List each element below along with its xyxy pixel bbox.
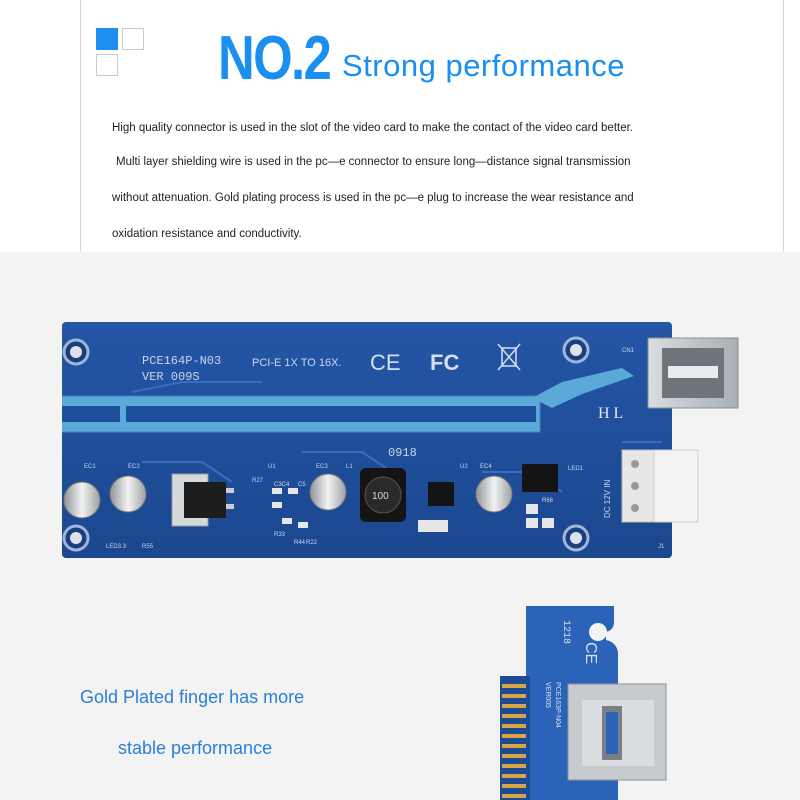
description-line-2: Multi layer shielding wire is used in the pc—e connector to ensure long—distance signal transmission — [116, 156, 631, 168]
svg-text:LED3.3: LED3.3 — [106, 544, 127, 550]
board-version: VER 009S — [142, 370, 200, 384]
hl-label: H L — [598, 405, 624, 422]
decor-square-blue — [96, 28, 118, 50]
power-label: DC 12V IN — [603, 479, 612, 518]
ic-chip — [522, 464, 558, 492]
decor-square-outline — [96, 54, 118, 76]
svg-text:R27: R27 — [252, 478, 264, 484]
description-line-3: without attenuation. Gold plating process is used in the pc—e plug to increase the wear resistance and — [112, 192, 634, 204]
svg-text:R33: R33 — [274, 532, 286, 538]
caption-line-2: stable performance — [118, 738, 273, 758]
decor-square-outline — [122, 28, 144, 50]
board-spec: PCI-E 1X TO 16X. — [252, 357, 342, 369]
ic-chip — [428, 482, 454, 506]
ce-mark: CE — [370, 350, 401, 375]
fc-mark: FC — [430, 350, 460, 375]
svg-text:EC4: EC4 — [480, 464, 492, 470]
header-panel — [0, 0, 800, 252]
section-title: Strong performance — [342, 48, 625, 83]
description-line-4: oxidation resistance and conductivity. — [112, 228, 302, 240]
svg-text:CN1: CN1 — [622, 348, 635, 354]
description-line-1: High quality connector is used in the slot of the video card to make the contact of the video card better. — [112, 122, 633, 134]
svg-text:J1: J1 — [658, 544, 665, 550]
svg-text:EC1: EC1 — [84, 464, 96, 470]
board-model: PCE164P-N03 — [142, 354, 222, 368]
svg-text:U1: U1 — [268, 464, 276, 470]
usb-port — [648, 338, 738, 408]
riser-board-image — [62, 322, 742, 558]
adapter-ce-mark: CE — [582, 642, 599, 665]
svg-text:R22: R22 — [306, 540, 318, 546]
svg-text:U2: U2 — [460, 464, 468, 470]
adapter-date-code: 1218 — [560, 620, 571, 645]
mounting-hole — [589, 623, 607, 641]
adapter-version: VER005 — [544, 682, 551, 709]
date-code: 0918 — [388, 446, 417, 460]
gold-finger-contacts — [500, 676, 530, 800]
svg-text:100: 100 — [372, 491, 389, 502]
svg-text:LED1: LED1 — [568, 466, 584, 472]
svg-text:C5: C5 — [298, 482, 306, 488]
svg-text:C3C4: C3C4 — [274, 482, 290, 488]
adapter-model: PCE163P-N04 — [554, 682, 561, 728]
usb-port — [568, 684, 666, 780]
adapter-board-image — [490, 606, 670, 800]
weee-bin-icon — [498, 344, 520, 370]
svg-text:L1: L1 — [346, 464, 353, 470]
svg-text:EC3: EC3 — [316, 464, 328, 470]
section-number: NO.2 — [218, 24, 331, 93]
smd-component — [418, 520, 448, 532]
inductor — [360, 468, 406, 522]
svg-text:EC2: EC2 — [128, 464, 140, 470]
caption-line-1: Gold Plated finger has more — [80, 687, 305, 707]
svg-text:R44: R44 — [294, 540, 306, 546]
svg-text:R66: R66 — [542, 498, 554, 504]
svg-text:R55: R55 — [142, 544, 154, 550]
power-connector-6pin — [622, 450, 698, 522]
